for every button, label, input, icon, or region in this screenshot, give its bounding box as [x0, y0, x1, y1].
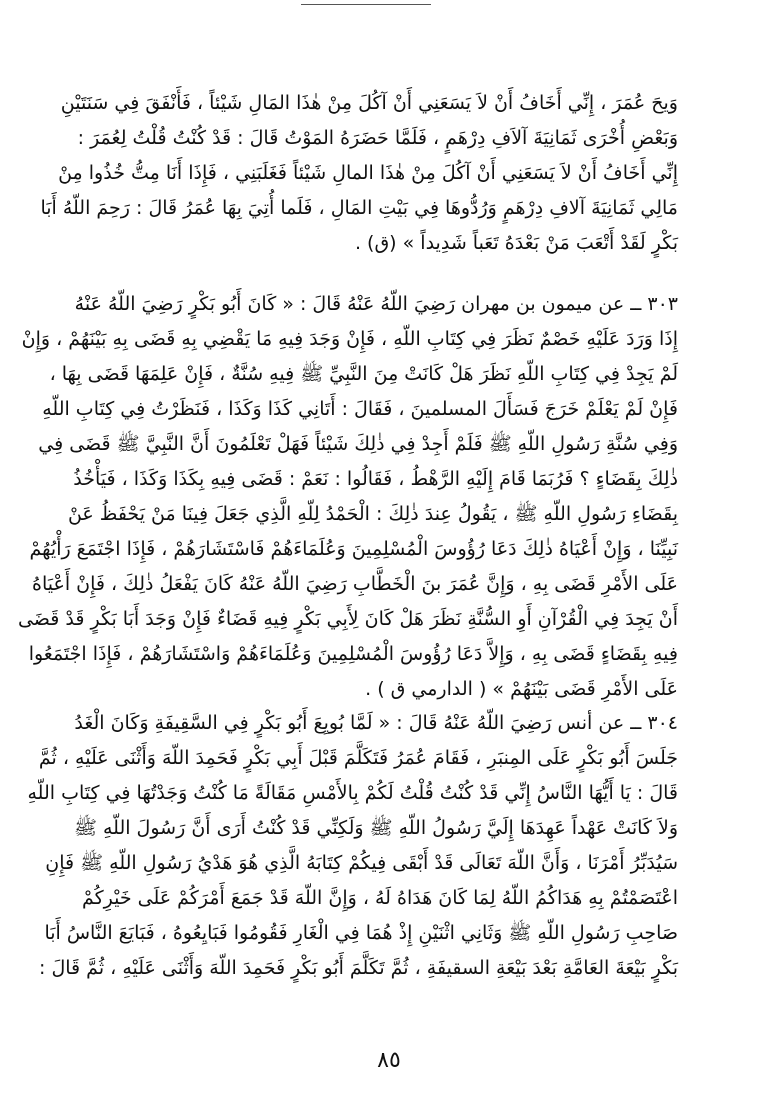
text-line: لَمْ يَجِدْ فِي كِتَابِ اللّهِ نَظَرَ هَلْ كَانَتْ مِنَ النَّبِيِّ ﷺ فِيهِ سُنَّةٌ ، فَإِنْ عَلِمَهَا قَضَى بِهَا ، [49, 363, 678, 385]
hadith-303 [17, 287, 678, 707]
text-line: جَلَسَ أَبُو بَكْرٍ عَلَى المِنبَرِ ، فَقَامَ عُمَرُ فَتَكَلَّمَ قَبْلَ أَبِي بَكْرٍ فَحَمِدَ اللّهَ وَأَثْنَى عَلَيْهِ ، ثُمَّ [38, 747, 678, 769]
text-line: اعْتَصَمْتُمْ بِهِ هَدَاكُمُ اللّهُ لِمَا كَانَ هَدَاهُ لَهُ ، وَإِنَّ اللّهَ قَدْ جَمَعَ أَمْرَكُمْ عَلَى خَيْرِكُمْ [81, 887, 678, 909]
text-line: أَنْ يَجِدَ فِي الْقُرْآنِ أَوِ السُّنَّةِ نَظَرَ هَلْ كَانَ لِأَبِي بَكْرٍ فِيهِ قَضَاءٌ فَإِنْ وَجَدَ أَبَا بَكْرٍ قَدْ قَضَى [17, 608, 678, 630]
text-line: وَلاَ كَانَتْ عَهْداً عَهِدَهَا إِلَيَّ رَسُولُ اللّهِ ﷺ وَلَكِنِّي قَدْ كُنْتُ أَرَى أَنَّ رَسُولَ اللّهِ ﷺ [73, 817, 678, 839]
text-line: مَالِي ثَمَانِيَةَ آلافِ دِرْهَمٍ وَرُدُّوهَا فِي بَيْتِ المَالِ ، فَلَما أُتِيَ بِهَا عُمَرُ قَالَ : رَحِمَ اللّهُ أَبَا [40, 197, 678, 219]
text-line: ٣٠٤ ــ عن أنس رَضِيَ اللّهُ عَنْهُ قَالَ : « لَمَّا بُويِعَ أَبُو بَكْرٍ فِي السَّقِيفَةِ وَكَانَ الْغَدُ [74, 712, 678, 734]
text-line: قَالَ : يَا أَيُّهَا النَّاسُ إِنِّي قَدْ كُنْتُ قُلْتُ لَكُمْ بِالأَمْسِ مَقَالَةً مَا كُنْتُ وَجَدْتُهَا فِي كِتَابِ اللّهِ [27, 782, 678, 804]
top-rule [301, 4, 431, 5]
text-line: إِذَا وَرَدَ عَلَيْهِ خَصْمٌ نَظَرَ فِي كِتَابِ اللّهِ ، فَإِنْ وَجَدَ فِيهِ مَا يَقْضِي بِهِ قَضَى بِهِ بَيْنَهُمْ ، وَإِنْ [21, 328, 678, 350]
text-line: ذٰلِكَ بِقَضَاءٍ ؟ فَرُبَمَا قَامَ إِلَيْهِ الرَّهْطُ ، فَقَالُوا : نَعَمْ : قَضَى فِيهِ بِكَذَا وَكَذَا ، فَيَأْخُذُ [73, 468, 678, 490]
text-line: عَلَى الأَمْرِ قَضَى بَيْنَهُمْ » ( الدارمي ق ) . [365, 678, 678, 700]
text-line: وَيحَ عُمَرَ ، إِنِّي أَخَافُ أَنْ لاَ يَسَعَنِي أَنْ آكُلَ مِنْ هٰذَا المَالِ شَيْئاً ، فَأَنْفَقَ فِي سَنَتَيْنِ [60, 92, 678, 114]
text-line: فَإِنْ لَمْ يَعْلَمْ خَرَجَ فَسَأَلَ المسلمينَ ، فَقَالَ : أَتَانِي كَذَا وَكَذَا ، فَنَظَرْتُ فِي كِتَابِ اللّهِ [42, 398, 678, 420]
text-line: بَكْرٍ بَيْعَةَ العَامَّةِ بَعْدَ بَيْعَةِ السقيفَةِ ، ثُمَّ تَكَلَّمَ أَبُو بَكْرٍ فَحَمِدَ اللّهَ وَأَثْنَى عَلَيْهِ ، ثُمَّ قَالَ : [39, 957, 678, 979]
hadith-304 [27, 706, 678, 986]
text-line: نَبِيِّنَا ، وَإِنْ أَعْيَاهُ ذٰلِكَ دَعَا رُؤُوسَ الْمُسْلِمِينَ وَعُلَمَاءَهُمْ فَاسْتَشَارَهُمْ ، فَإِذَا اجْتَمَعَ رَأْيُهُمْ [29, 538, 678, 560]
text-line: بَكْرٍ لَقَدْ أَتْعَبَ مَنْ بَعْدَهُ تَعَباً شَدِيداً » (ق) . [354, 232, 678, 254]
text-line: وَبَعْضِ أُخْرَى ثَمَانِيَةَ آلاَفِ دِرْهَمٍ ، فَلَمَّا حَضَرَهُ المَوْتُ قَالَ : قَدْ كُنْتُ قُلْتُ لِعُمَرَ : [77, 127, 678, 149]
text-line: إِنِّي أَخَافُ أَنْ لاَ يَسَعَنِي أَنْ آكُلَ مِنْ هٰذَا المالِ شَيْئاً فَغَلَبَنِي ، فَإِذَا أَنَا مِتُّ خُذُوا مِنْ [58, 162, 678, 184]
text-line: وَفِي سُنَّةِ رَسُولِ اللّهِ ﷺ فَلَمْ أَجِدْ فِي ذٰلِكَ شَيْئاً فَهَلْ تَعْلَمُونَ أَنَّ النَّبِيَّ ﷺ قَضَى فِي [38, 433, 678, 455]
page-number: ٨٥ [377, 1048, 401, 1073]
paragraph-continuation [40, 86, 678, 261]
text-line: صَاحِبِ رَسُولِ اللّهِ ﷺ وَثَانِي اثْنَيْنِ إِذْ هُمَا فِي الْغَارِ فَقُومُوا فَبَايِعُوهُ ، فَبَايَعَ النَّاسُ أَبَا [44, 922, 678, 944]
text-line: سَيُدَبِّرُ أَمْرَنَا ، وَأَنَّ اللّهَ تَعَالَى قَدْ أَبْقَى فِيكُمْ كِتَابَهُ الَّذِي هُوَ هَدْيُ رَسُولِ اللّهِ ﷺ فَإِنِ [45, 852, 678, 874]
text-line: ٣٠٣ ــ عن ميمون بن مهران رَضِيَ اللّهُ عَنْهُ قَالَ : « كَانَ أَبُو بَكْرٍ رَضِيَ اللّهُ عَنْهُ [74, 293, 678, 315]
text-line: عَلَى الأَمْرِ قَضَى بِهِ ، وَإِنَّ عُمَرَ بنَ الْخَطَّابِ رَضِيَ اللّهُ عَنْهُ كَانَ يَفْعَلُ ذٰلِكَ ، فَإِنْ أَعْيَاهُ [32, 573, 678, 595]
text-line: بِقَضَاءِ رَسُولِ اللّهِ ﷺ ، يَقُولُ عِندَ ذٰلِكَ : الْحَمْدُ لِلّهِ الَّذِي جَعَلَ فِينَا مَنْ يَحْفَظُ عَنْ [67, 503, 678, 525]
text-line: فِيهِ بِقَضَاءٍ قَضَى بِهِ ، وَإِلاَّ دَعَا رُؤُوسَ الْمُسْلِمِينَ وَعُلَمَاءَهُمْ وَاسْتَشَارَهُمْ ، فَإِذَا اجْتَمَعُوا [28, 643, 678, 665]
